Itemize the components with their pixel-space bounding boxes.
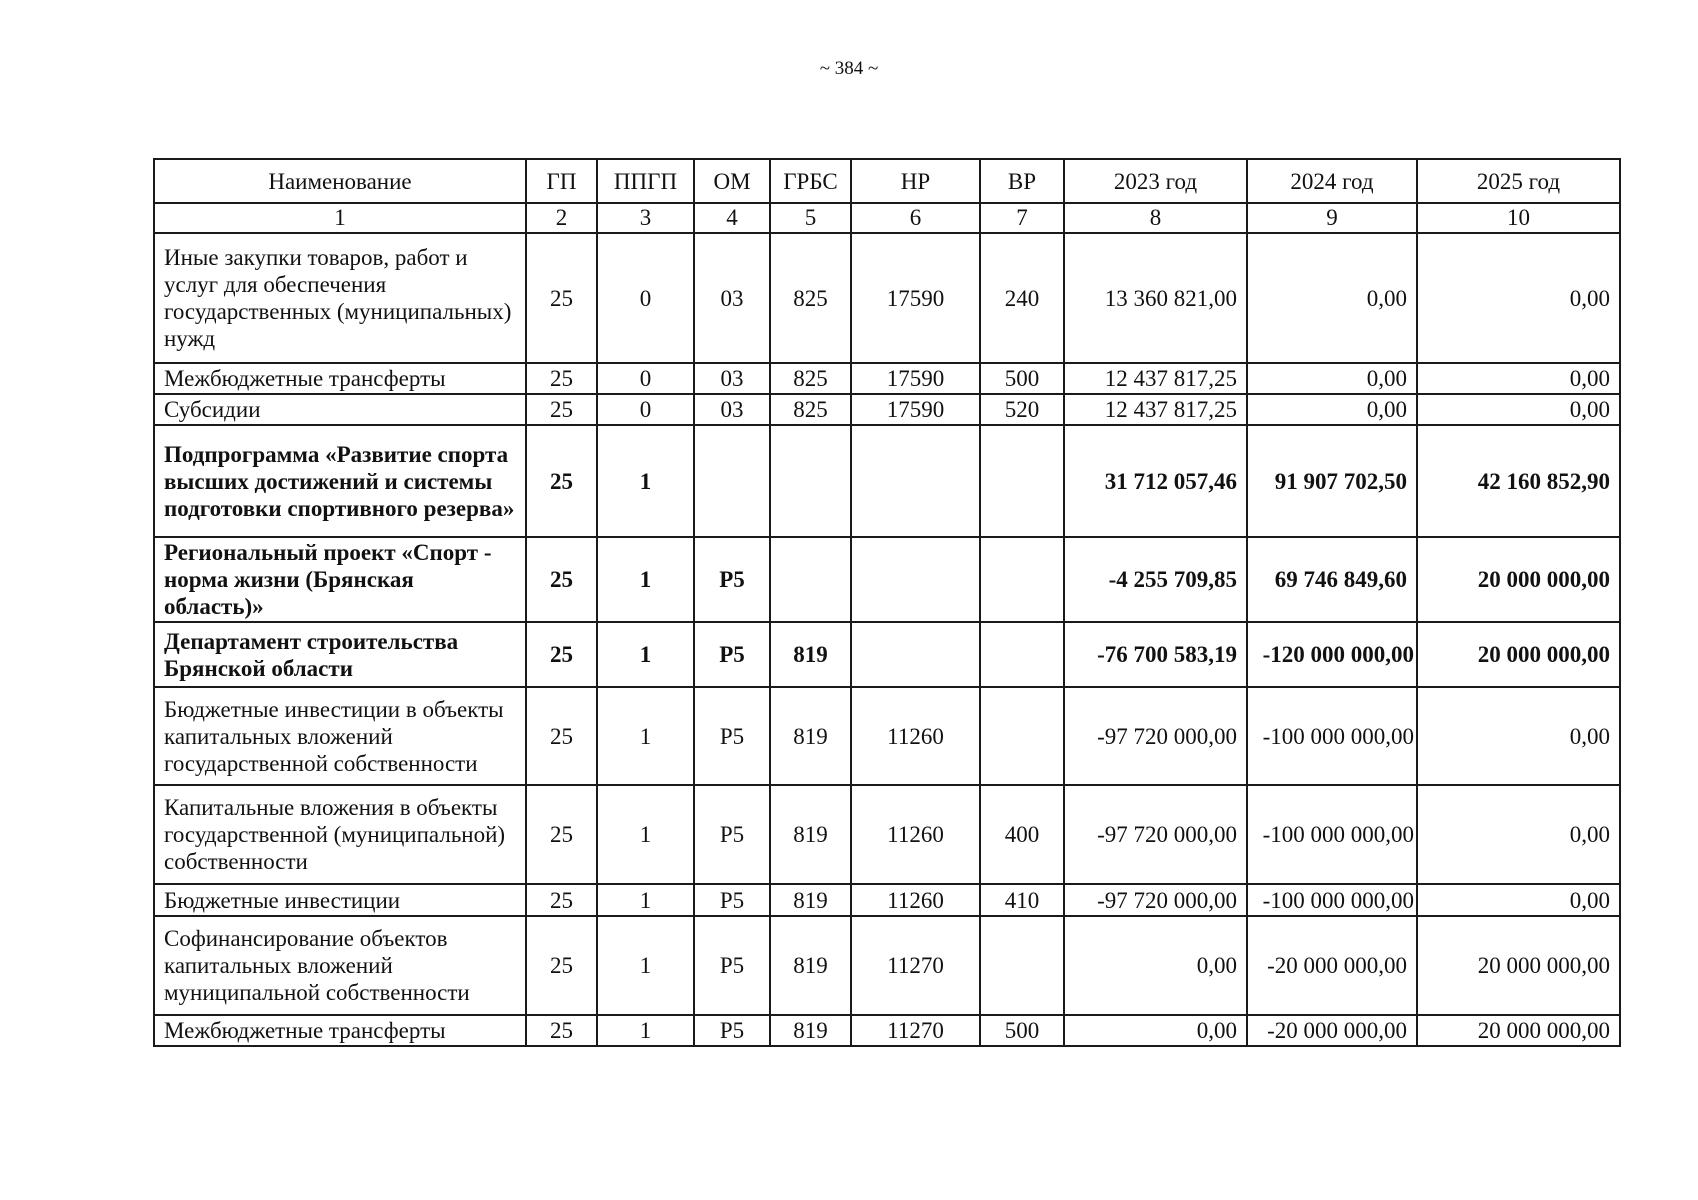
row-2025: 0,00 xyxy=(1417,394,1620,425)
row-nr: 11270 xyxy=(851,916,980,1015)
row-2024: -20 000 000,00 xyxy=(1247,1015,1417,1046)
row-2024: -100 000 000,00 xyxy=(1247,884,1417,916)
column-number: 2 xyxy=(526,203,597,233)
row-ppgp: 0 xyxy=(597,233,694,363)
row-gp: 25 xyxy=(526,785,597,884)
header-grbs: ГРБС xyxy=(770,159,851,203)
row-gp: 25 xyxy=(526,1015,597,1046)
row-nr xyxy=(851,622,980,687)
row-grbs xyxy=(770,425,851,537)
row-name: Бюджетные инвестиции xyxy=(154,884,526,916)
row-vr xyxy=(980,687,1064,785)
row-2024: -20 000 000,00 xyxy=(1247,916,1417,1015)
row-2025: 0,00 xyxy=(1417,785,1620,884)
row-2023: 0,00 xyxy=(1064,1015,1247,1046)
row-2024: -100 000 000,00 xyxy=(1247,687,1417,785)
row-2023: 12 437 817,25 xyxy=(1064,394,1247,425)
table-header-row xyxy=(154,159,1620,203)
row-ppgp: 1 xyxy=(597,622,694,687)
row-gp: 25 xyxy=(526,537,597,622)
column-number: 9 xyxy=(1247,203,1417,233)
row-gp: 25 xyxy=(526,622,597,687)
table-row xyxy=(154,425,1620,537)
row-grbs: 825 xyxy=(770,233,851,363)
row-om: P5 xyxy=(694,1015,770,1046)
row-grbs: 819 xyxy=(770,916,851,1015)
row-ppgp: 0 xyxy=(597,363,694,394)
row-om: 03 xyxy=(694,233,770,363)
row-2024: 0,00 xyxy=(1247,363,1417,394)
row-2024: 0,00 xyxy=(1247,394,1417,425)
row-grbs: 825 xyxy=(770,363,851,394)
header-name: Наименование xyxy=(154,159,526,203)
row-2024: -100 000 000,00 xyxy=(1247,785,1417,884)
row-2024: 69 746 849,60 xyxy=(1247,537,1417,622)
row-name: Департамент строительства Брянской области xyxy=(154,622,526,687)
row-om: P5 xyxy=(694,537,770,622)
row-grbs xyxy=(770,537,851,622)
row-2025: 20 000 000,00 xyxy=(1417,622,1620,687)
table-row xyxy=(154,537,1620,622)
row-grbs: 819 xyxy=(770,622,851,687)
row-ppgp: 1 xyxy=(597,425,694,537)
row-2023: -97 720 000,00 xyxy=(1064,785,1247,884)
column-number: 7 xyxy=(980,203,1064,233)
row-2023: 12 437 817,25 xyxy=(1064,363,1247,394)
row-2025: 0,00 xyxy=(1417,233,1620,363)
row-vr xyxy=(980,622,1064,687)
header-ppgp: ППГП xyxy=(597,159,694,203)
row-om: 03 xyxy=(694,394,770,425)
header-gp: ГП xyxy=(526,159,597,203)
row-grbs: 825 xyxy=(770,394,851,425)
header-2023: 2023 год xyxy=(1064,159,1247,203)
row-vr: 410 xyxy=(980,884,1064,916)
row-gp: 25 xyxy=(526,916,597,1015)
row-gp: 25 xyxy=(526,425,597,537)
row-om: P5 xyxy=(694,622,770,687)
column-number: 3 xyxy=(597,203,694,233)
row-grbs: 819 xyxy=(770,687,851,785)
column-number-row xyxy=(154,203,1620,233)
page-number: ~ 384 ~ xyxy=(819,58,879,79)
table-row xyxy=(154,622,1620,687)
table-row xyxy=(154,363,1620,394)
row-2023: 13 360 821,00 xyxy=(1064,233,1247,363)
row-grbs: 819 xyxy=(770,785,851,884)
table-row xyxy=(154,1015,1620,1046)
row-2023: -76 700 583,19 xyxy=(1064,622,1247,687)
row-2024: 0,00 xyxy=(1247,233,1417,363)
row-om xyxy=(694,425,770,537)
row-name: Бюджетные инвестиции в объекты капитальных вложений государственной собственности xyxy=(154,687,526,785)
column-number: 4 xyxy=(694,203,770,233)
budget-table xyxy=(153,158,1621,1047)
column-number: 6 xyxy=(851,203,980,233)
row-2025: 20 000 000,00 xyxy=(1417,1015,1620,1046)
row-vr: 520 xyxy=(980,394,1064,425)
row-2025: 42 160 852,90 xyxy=(1417,425,1620,537)
row-name: Подпрограмма «Развитие спорта высших достижений и системы подготовки спортивного резерва» xyxy=(154,425,526,537)
row-name: Межбюджетные трансферты xyxy=(154,363,526,394)
row-ppgp: 1 xyxy=(597,884,694,916)
row-vr xyxy=(980,537,1064,622)
row-vr xyxy=(980,425,1064,537)
row-ppgp: 1 xyxy=(597,785,694,884)
table-row xyxy=(154,785,1620,884)
row-om: P5 xyxy=(694,884,770,916)
row-ppgp: 1 xyxy=(597,537,694,622)
row-ppgp: 1 xyxy=(597,916,694,1015)
table-row xyxy=(154,884,1620,916)
column-number: 10 xyxy=(1417,203,1620,233)
row-2025: 0,00 xyxy=(1417,363,1620,394)
row-nr xyxy=(851,425,980,537)
table-row xyxy=(154,916,1620,1015)
row-name: Софинансирование объектов капитальных вложений муниципальной собственности xyxy=(154,916,526,1015)
row-2023: 0,00 xyxy=(1064,916,1247,1015)
row-vr: 240 xyxy=(980,233,1064,363)
row-gp: 25 xyxy=(526,394,597,425)
row-2023: -4 255 709,85 xyxy=(1064,537,1247,622)
row-gp: 25 xyxy=(526,687,597,785)
table-row xyxy=(154,687,1620,785)
column-number: 1 xyxy=(154,203,526,233)
row-om: P5 xyxy=(694,916,770,1015)
row-om: P5 xyxy=(694,687,770,785)
row-nr: 11260 xyxy=(851,785,980,884)
row-ppgp: 1 xyxy=(597,687,694,785)
row-ppgp: 0 xyxy=(597,394,694,425)
row-grbs: 819 xyxy=(770,884,851,916)
column-number: 5 xyxy=(770,203,851,233)
row-nr: 17590 xyxy=(851,363,980,394)
row-gp: 25 xyxy=(526,884,597,916)
row-name: Региональный проект «Спорт - норма жизни (Брянская область)» xyxy=(154,537,526,622)
row-name: Капитальные вложения в объекты государственной (муниципальной) собственности xyxy=(154,785,526,884)
row-vr: 500 xyxy=(980,363,1064,394)
row-vr xyxy=(980,916,1064,1015)
row-2025: 0,00 xyxy=(1417,884,1620,916)
column-number: 8 xyxy=(1064,203,1247,233)
row-om: 03 xyxy=(694,363,770,394)
row-nr: 11270 xyxy=(851,1015,980,1046)
header-nr: НР xyxy=(851,159,980,203)
row-gp: 25 xyxy=(526,363,597,394)
row-2023: -97 720 000,00 xyxy=(1064,884,1247,916)
row-om: P5 xyxy=(694,785,770,884)
header-2025: 2025 год xyxy=(1417,159,1620,203)
header-2024: 2024 год xyxy=(1247,159,1417,203)
row-2024: -120 000 000,00 xyxy=(1247,622,1417,687)
row-2023: -97 720 000,00 xyxy=(1064,687,1247,785)
row-vr: 400 xyxy=(980,785,1064,884)
table-row xyxy=(154,394,1620,425)
header-om: ОМ xyxy=(694,159,770,203)
header-vr: ВР xyxy=(980,159,1064,203)
row-nr: 11260 xyxy=(851,884,980,916)
row-nr xyxy=(851,537,980,622)
row-name: Субсидии xyxy=(154,394,526,425)
row-2025: 0,00 xyxy=(1417,687,1620,785)
row-2024: 91 907 702,50 xyxy=(1247,425,1417,537)
row-gp: 25 xyxy=(526,233,597,363)
row-name: Межбюджетные трансферты xyxy=(154,1015,526,1046)
row-nr: 17590 xyxy=(851,394,980,425)
row-2023: 31 712 057,46 xyxy=(1064,425,1247,537)
table-row xyxy=(154,233,1620,363)
row-nr: 17590 xyxy=(851,233,980,363)
row-grbs: 819 xyxy=(770,1015,851,1046)
row-name: Иные закупки товаров, работ и услуг для обеспечения государственных (муниципальных) нужд xyxy=(154,233,526,363)
row-2025: 20 000 000,00 xyxy=(1417,537,1620,622)
row-nr: 11260 xyxy=(851,687,980,785)
row-2025: 20 000 000,00 xyxy=(1417,916,1620,1015)
row-vr: 500 xyxy=(980,1015,1064,1046)
row-ppgp: 1 xyxy=(597,1015,694,1046)
